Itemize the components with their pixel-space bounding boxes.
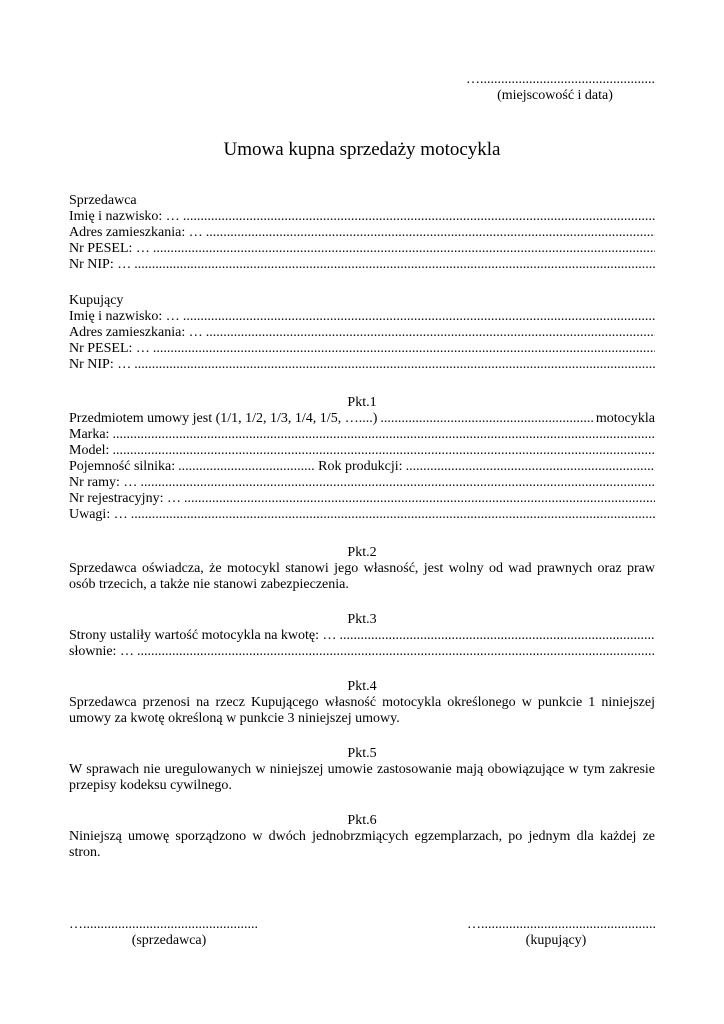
words-dots <box>137 644 655 660</box>
seller-address-dots <box>206 225 655 241</box>
pkt4-heading: Pkt.4 <box>347 679 377 694</box>
engine-year-field <box>69 459 655 475</box>
seller-signature <box>69 917 269 949</box>
pkt2-section <box>69 545 655 593</box>
pkt2-text: Sprzedawca oświadcza, że motocykl stanowi jego własność, jest wolny od wad prawnych oraz praw osób trzecich, a także nie stanowi zabezpieczenia. <box>69 561 655 592</box>
year-label: Rok produkcji: <box>318 459 403 474</box>
seller-name-label: Imię i nazwisko: … <box>69 209 180 224</box>
seller-signature-label: (sprzedawca) <box>131 933 207 948</box>
seller-address-label: Adres zamieszkania: … <box>69 225 203 240</box>
model-field <box>69 443 655 459</box>
seller-nip-label: Nr NIP: … <box>69 257 132 272</box>
pkt1-heading: Pkt.1 <box>347 395 377 410</box>
brand-label: Marka: <box>69 427 110 442</box>
value-dots <box>340 628 655 644</box>
seller-pesel-field <box>69 241 655 257</box>
seller-section <box>69 193 655 273</box>
seller-signature-dots: ….................................................. <box>69 917 258 932</box>
buyer-address-dots <box>206 325 655 341</box>
pkt4-text: Sprzedawca przenosi na rzecz Kupującego własność motocykla określonego w punkcie 1 niniejszej umowy za kwotę określoną w punkcie 3 niniejszej umowy. <box>69 695 655 726</box>
buyer-name-field <box>69 309 655 325</box>
buyer-section <box>69 293 655 373</box>
model-dots <box>112 443 655 459</box>
pkt1-section <box>69 395 655 523</box>
subject-dots <box>380 411 593 427</box>
pkt5-text: W sprawach nie uregulowanych w niniejszej umowie zastosowanie mają obowiązujące w tym zakresie przepisy kodeksu cywilnego. <box>69 762 655 793</box>
pkt3-heading: Pkt.3 <box>347 612 377 627</box>
seller-nip-dots <box>134 257 655 273</box>
seller-pesel-dots <box>153 241 655 257</box>
frame-dots <box>140 475 655 491</box>
buyer-heading: Kupujący <box>69 293 124 308</box>
seller-nip-field <box>69 257 655 273</box>
registration-label: Nr rejestracyjny: … <box>69 491 181 506</box>
buyer-nip-field <box>69 357 655 373</box>
notes-label: Uwagi: … <box>69 507 128 522</box>
value-label: Strony ustaliły wartość motocykla na kwotę: … <box>69 628 337 643</box>
document-title: Umowa kupna sprzedaży motocykla <box>223 139 501 160</box>
seller-name-dots <box>183 209 655 225</box>
subject-label: Przedmiotem umowy jest (1/1, 1/2, 1/3, 1/4, 1/5, …....) <box>69 411 378 426</box>
pkt3-section <box>69 612 655 660</box>
seller-pesel-label: Nr PESEL: … <box>69 241 150 256</box>
buyer-pesel-field <box>69 341 655 357</box>
words-field <box>69 644 655 660</box>
frame-field <box>69 475 655 491</box>
buyer-address-field <box>69 325 655 341</box>
place-date-block <box>455 72 655 104</box>
pkt2-heading: Pkt.2 <box>347 545 377 560</box>
value-field <box>69 628 655 644</box>
pkt6-heading: Pkt.6 <box>347 813 377 828</box>
pkt4-section <box>69 679 655 727</box>
buyer-pesel-dots <box>153 341 655 357</box>
buyer-pesel-label: Nr PESEL: … <box>69 341 150 356</box>
brand-dots <box>112 427 655 443</box>
pkt6-section <box>69 813 655 861</box>
words-label: słownie: … <box>69 644 134 659</box>
notes-dots <box>131 507 655 523</box>
pkt6-text: Niniejszą umowę sporządzono w dwóch jednobrzmiących egzemplarzach, po jednym dla każdej ze stron. <box>69 829 655 860</box>
subject-end: motocykla <box>595 411 655 426</box>
seller-name-field <box>69 209 655 225</box>
model-label: Model: <box>69 443 110 458</box>
seller-heading: Sprzedawca <box>69 193 137 208</box>
buyer-address-label: Adres zamieszkania: … <box>69 325 203 340</box>
engine-dots <box>178 459 315 475</box>
pkt5-section <box>69 746 655 794</box>
notes-field <box>69 507 655 523</box>
place-date-label: (miejscowość i data) <box>497 88 613 103</box>
buyer-signature-label: (kupujący) <box>525 933 587 948</box>
seller-address-field <box>69 225 655 241</box>
buyer-signature <box>456 917 656 949</box>
registration-dots <box>184 491 655 507</box>
buyer-nip-label: Nr NIP: … <box>69 357 132 372</box>
brand-field <box>69 427 655 443</box>
subject-field <box>69 411 655 427</box>
pkt5-heading: Pkt.5 <box>347 746 377 761</box>
buyer-signature-dots: ….................................................. <box>467 917 656 932</box>
buyer-nip-dots <box>134 357 655 373</box>
buyer-name-label: Imię i nazwisko: … <box>69 309 180 324</box>
place-date-dots: ….................................................. <box>466 72 655 87</box>
year-dots <box>406 459 655 475</box>
frame-label: Nr ramy: … <box>69 475 138 490</box>
engine-label: Pojemność silnika: <box>69 459 176 474</box>
buyer-name-dots <box>183 309 655 325</box>
registration-field <box>69 491 655 507</box>
